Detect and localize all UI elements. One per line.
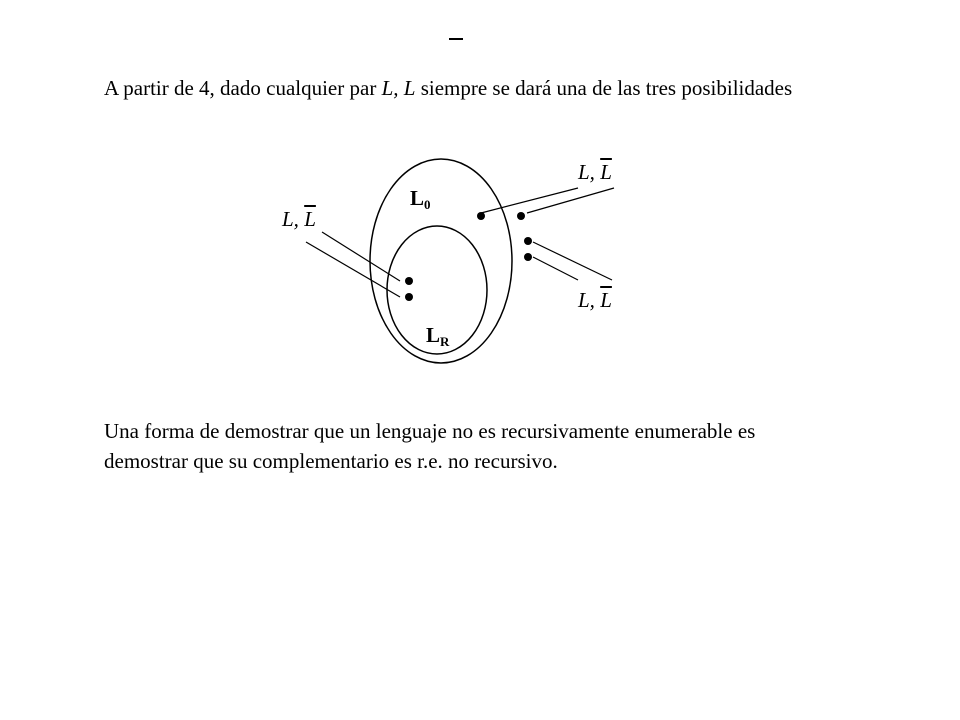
intro-suffix: siempre se dará una de las tres posibilidades bbox=[415, 76, 793, 100]
top-right-dot-1 bbox=[477, 212, 485, 220]
pair-label-left: L, $\overline{L}$ bbox=[282, 207, 316, 231]
top-right-dot-2 bbox=[517, 212, 525, 220]
top-right-pair-line bbox=[527, 188, 614, 213]
bottom-right-dot-1 bbox=[524, 237, 532, 245]
bottom-right-dot-2 bbox=[524, 253, 532, 261]
explanation-paragraph bbox=[104, 416, 755, 476]
top-right-pair-line-2 bbox=[481, 188, 578, 213]
pair-label-bottom-right: L, $\overline{L}$ bbox=[578, 288, 612, 312]
left-pair-line-2 bbox=[306, 242, 400, 297]
pair-label-top-right: L, $\overline{L}$ bbox=[578, 160, 612, 184]
left-pair-dot-1 bbox=[405, 277, 413, 285]
inner-set-label: $L_R$ bbox=[426, 323, 450, 349]
intro-prefix: A partir de 4, dado cualquier par bbox=[104, 76, 382, 100]
bottom-right-pair-line-1 bbox=[533, 242, 612, 280]
paragraph-line-2: demostrar que su complementario es r.e. no recursivo. bbox=[104, 449, 558, 473]
intro-pair-second: L bbox=[403, 76, 416, 100]
left-pair-dot-2 bbox=[405, 293, 413, 301]
outer-set-label: $L_0$ bbox=[410, 186, 431, 212]
intro-pair-first: L, bbox=[381, 76, 399, 100]
paragraph-line-1: Una forma de demostrar que un lenguaje no es recursivamente enumerable es bbox=[104, 419, 756, 443]
